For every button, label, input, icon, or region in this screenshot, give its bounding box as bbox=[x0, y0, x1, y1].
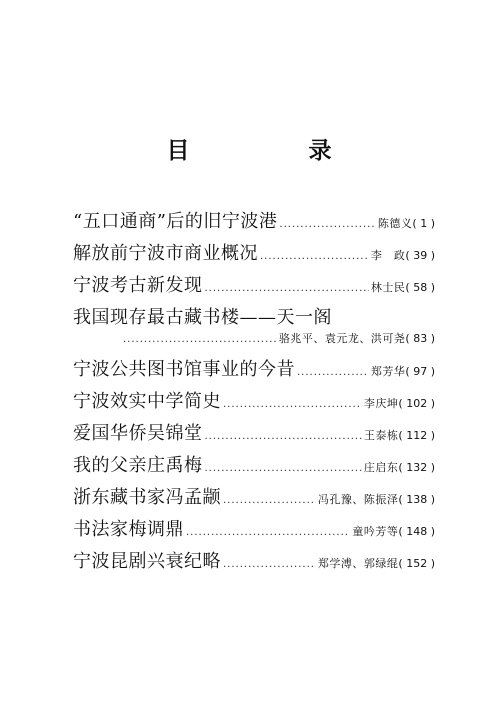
entry-title: 宁波考古新发现 bbox=[73, 275, 203, 296]
entry-author: 陈德义 bbox=[377, 217, 413, 230]
entry-author: 郑学溥、郭绿绲 bbox=[317, 557, 399, 570]
entry-author: 骆兆平、袁元龙、洪可尧 bbox=[278, 332, 406, 345]
leader-dots bbox=[205, 453, 362, 485]
entry-author: 林士民 bbox=[370, 281, 406, 294]
leader-dots bbox=[123, 329, 277, 351]
entry-author: 庄启东 bbox=[363, 461, 399, 474]
toc-entry bbox=[73, 238, 435, 270]
entry-author: 王泰栋 bbox=[363, 429, 399, 442]
entry-page: ( 138 ) bbox=[398, 493, 435, 506]
entry-title: 宁波效实中学简史 bbox=[73, 391, 221, 412]
entry-author: 李 政 bbox=[370, 249, 406, 262]
entry-title: 我的父亲庄禹梅 bbox=[73, 455, 203, 476]
entry-title: 浙东藏书家冯孟颛 bbox=[73, 487, 221, 508]
entry-page: ( 112 ) bbox=[398, 429, 435, 442]
leader-dots bbox=[260, 241, 369, 273]
entry-title: 解放前宁波市商业概况 bbox=[73, 243, 258, 264]
entry-title: 书法家梅调鼎 bbox=[73, 519, 184, 540]
toc-entry bbox=[73, 482, 435, 514]
toc-entry bbox=[73, 418, 435, 450]
entry-page: ( 102 ) bbox=[398, 397, 435, 410]
entry-page: ( 148 ) bbox=[398, 525, 435, 538]
toc-entry bbox=[73, 302, 435, 350]
toc-entry bbox=[73, 514, 435, 546]
leader-dots bbox=[223, 389, 362, 421]
leader-dots bbox=[205, 421, 362, 453]
leader-dots bbox=[186, 517, 350, 549]
toc-entry bbox=[73, 386, 435, 418]
entry-page: ( 1 ) bbox=[412, 217, 435, 230]
entry-author: 李庆坤 bbox=[363, 397, 399, 410]
leader-dots bbox=[279, 209, 376, 241]
toc-entry bbox=[73, 450, 435, 482]
toc-entry bbox=[73, 546, 435, 578]
leader-dots bbox=[205, 273, 369, 305]
leader-dots bbox=[223, 485, 316, 517]
table-of-contents bbox=[73, 206, 435, 578]
page-title: 目 录 bbox=[166, 138, 380, 164]
entry-page: ( 58 ) bbox=[405, 281, 435, 294]
entry-author: 冯孔豫、陈振泽 bbox=[317, 493, 399, 506]
entry-page: ( 83 ) bbox=[405, 332, 435, 345]
entry-title: 我国现存最古藏书楼——天一阁 bbox=[73, 307, 332, 328]
entry-page: ( 132 ) bbox=[398, 461, 435, 474]
entry-title: 宁波公共图书馆事业的今昔 bbox=[73, 359, 295, 380]
entry-author: 郑芳华 bbox=[370, 365, 406, 378]
leader-dots bbox=[297, 357, 369, 389]
leader-dots bbox=[223, 549, 316, 581]
toc-entry bbox=[73, 270, 435, 302]
toc-entry bbox=[73, 206, 435, 238]
entry-title: 爱国华侨吴锦堂 bbox=[73, 423, 203, 444]
entry-author: 童吟芳等 bbox=[352, 525, 399, 538]
entry-title: “五口通商”后的旧宁波港 bbox=[73, 211, 278, 232]
entry-page: ( 97 ) bbox=[405, 365, 435, 378]
toc-entry bbox=[73, 354, 435, 386]
entry-title: 宁波昆剧兴衰纪略 bbox=[73, 551, 221, 572]
entry-page: ( 152 ) bbox=[398, 557, 435, 570]
entry-page: ( 39 ) bbox=[405, 249, 435, 262]
